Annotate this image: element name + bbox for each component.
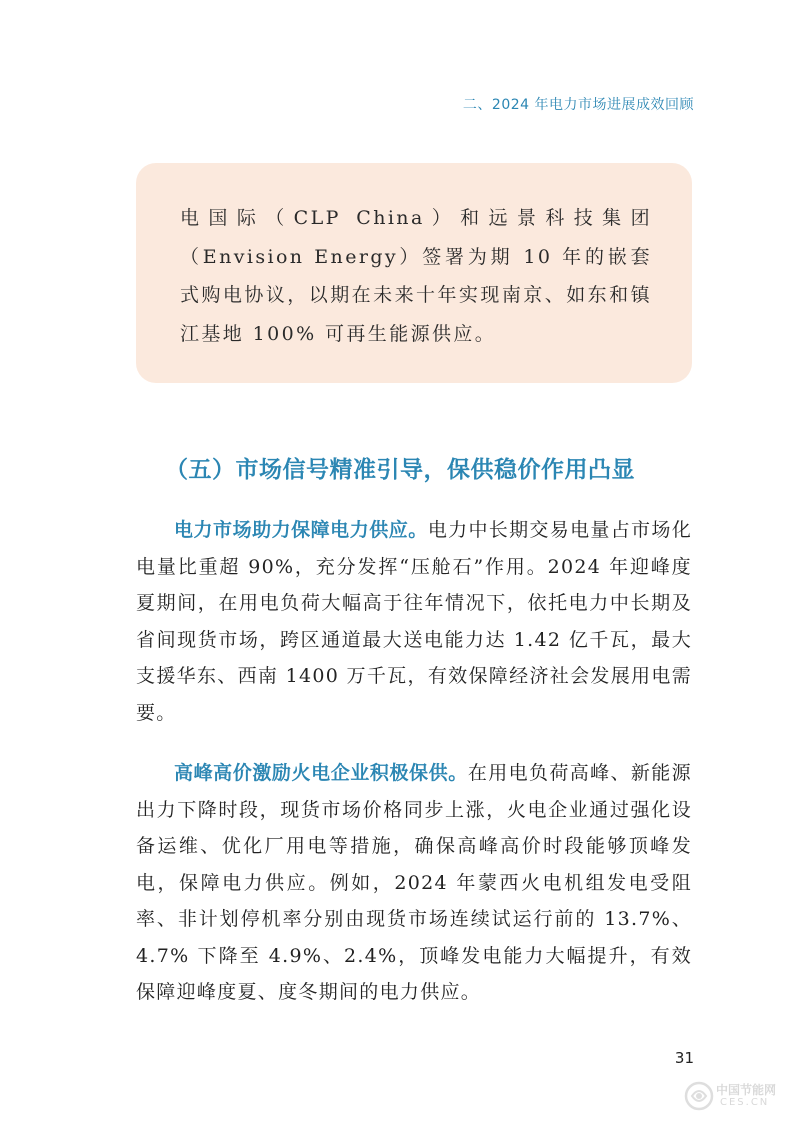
running-header: 二、2024 年电力市场进展成效回顾 <box>462 97 694 113</box>
watermark <box>682 1075 794 1119</box>
callout-box <box>136 163 692 383</box>
paragraph-body: 电力中长期交易电量占市场化电量比重超 90%，充分发挥“压舱石”作用。2024 年迎峰度夏期间，在用电负荷大幅高于往年情况下，依托电力中长期及省间现货市场，跨区通道最大送电能力达 1.42 亿千瓦，最大支援华东、西南 1400 万千瓦，有效保障经济社会发展用电需要。 <box>136 519 692 724</box>
section-heading: （五）市场信号精准引导，保供稳价作用凸显 <box>165 457 635 483</box>
paragraph-lead: 电力市场助力保障电力供应。 <box>174 519 428 541</box>
paragraph-peak-pricing <box>136 755 692 1011</box>
paragraph-body: 在用电负荷高峰、新能源出力下降时段，现货市场价格同步上涨，火电企业通过强化设备运维、优化厂用电等措施，确保高峰高价时段能够顶峰发电，保障电力供应。例如，2024 年蒙西火电机组发电受阻率、非计划停机率分别由现货市场连续试运行前的 13.7%、4.7% 下降至 4.9%、2.4%，顶峰发电能力大幅提升，有效保障迎峰度夏、度冬期间的电力供应。 <box>136 762 692 1003</box>
paragraph-lead: 高峰高价激励火电企业积极保供。 <box>174 762 468 784</box>
callout-text: 电国际（CLP China）和远景科技集团（Envision Energy）签署为期 10 年的嵌套式购电协议，以期在未来十年实现南京、如东和镇江基地 100% 可再生能源供应。 <box>180 207 652 345</box>
paragraph-power-supply <box>136 512 692 731</box>
watermark-domain: CES.CN <box>720 1097 770 1108</box>
watermark-name: 中国节能网 <box>716 1083 777 1097</box>
page-number: 31 <box>674 1049 694 1067</box>
watermark-logo-icon <box>682 1079 716 1113</box>
